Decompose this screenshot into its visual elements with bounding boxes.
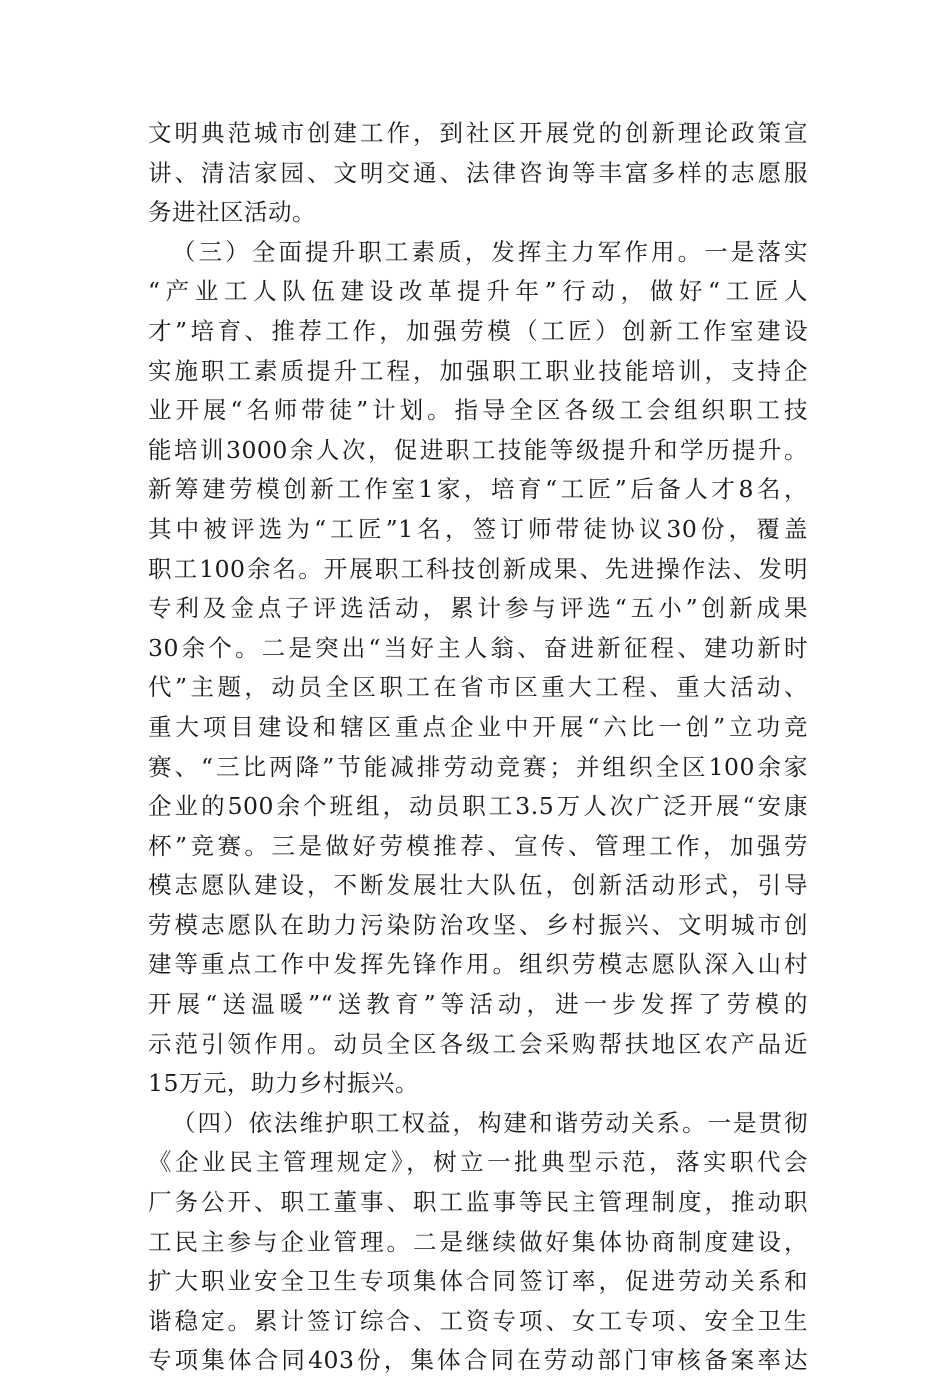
text-line: 工民主参与企业管理。二是继续做好集体协商制度建设，	[148, 1227, 808, 1256]
text-line: 能培训3000余人次，促进职工技能等级提升和学历提升。	[148, 435, 808, 464]
text-line: “产业工人队伍建设改革提升年”行动，做好“工匠人	[148, 277, 808, 306]
text-line: 讲、清洁家园、文明交通、法律咨询等丰富多样的志愿服	[148, 158, 808, 187]
body-text	[148, 114, 808, 1381]
text-line: 才”培育、推荐工作，加强劳模（工匠）创新工作室建设	[148, 316, 808, 345]
text-line: 专利及金点子评选活动，累计参与评选“五小”创新成果	[148, 594, 808, 623]
text-line: 职工100余名。开展职工科技创新成果、先进操作法、发明	[148, 554, 808, 583]
text-line: 建等重点工作中发挥先锋作用。组织劳模志愿队深入山村	[148, 950, 808, 979]
text-line: 务进社区活动。	[148, 198, 316, 227]
text-line: 杯”竞赛。三是做好劳模推荐、宣传、管理工作，加强劳	[148, 831, 808, 860]
paragraph-start-line: （三）全面提升职工素质，发挥主力军作用。一是落实	[172, 237, 808, 266]
paragraph-start-line: （四）依法维护职工权益，构建和谐劳动关系。一是贯彻	[172, 1108, 808, 1137]
text-line: 赛、“三比两降”节能减排劳动竞赛；并组织全区100余家	[148, 752, 808, 781]
text-line: 示范引领作用。动员全区各级工会采购帮扶地区农产品近	[148, 1029, 808, 1058]
text-line: 专项集体合同403份，集体合同在劳动部门审核备案率达	[148, 1346, 808, 1375]
text-line: 代”主题，动员全区职工在省市区重大工程、重大活动、	[148, 673, 808, 702]
text-line: 新筹建劳模创新工作室1家，培育“工匠”后备人才8名，	[148, 475, 808, 504]
text-line: 其中被评选为“工匠”1名，签订师带徒协议30份，覆盖	[148, 514, 808, 543]
text-line: 实施职工素质提升工程，加强职工职业技能培训，支持企	[148, 356, 808, 385]
text-line: 企业的500余个班组，动员职工3.5万人次广泛开展“安康	[148, 792, 808, 821]
text-line: 谐稳定。累计签订综合、工资专项、女工专项、安全卫生	[148, 1306, 808, 1335]
text-line: 业开展“名师带徒”计划。指导全区各级工会组织职工技	[148, 396, 808, 425]
text-line: 厂务公开、职工董事、职工监事等民主管理制度，推动职	[148, 1188, 808, 1217]
text-line: 扩大职业安全卫生专项集体合同签订率，促进劳动关系和	[148, 1267, 808, 1296]
text-line: 15万元，助力乡村振兴。	[148, 1069, 419, 1098]
text-line: 30余个。二是突出“当好主人翁、奋进新征程、建功新时	[148, 633, 808, 662]
text-line: 劳模志愿队在助力污染防治攻坚、乡村振兴、文明城市创	[148, 910, 808, 939]
text-line: 模志愿队建设，不断发展壮大队伍，创新活动形式，引导	[148, 871, 808, 900]
text-line: 文明典范城市创建工作，到社区开展党的创新理论政策宣	[148, 119, 808, 147]
text-line: 重大项目建设和辖区重点企业中开展“六比一创”立功竞	[148, 712, 808, 741]
text-line: 开展“送温暖”“送教育”等活动，进一步发挥了劳模的	[148, 990, 808, 1019]
text-line: 《企业民主管理规定》，树立一批典型示范，落实职代会	[148, 1148, 808, 1177]
